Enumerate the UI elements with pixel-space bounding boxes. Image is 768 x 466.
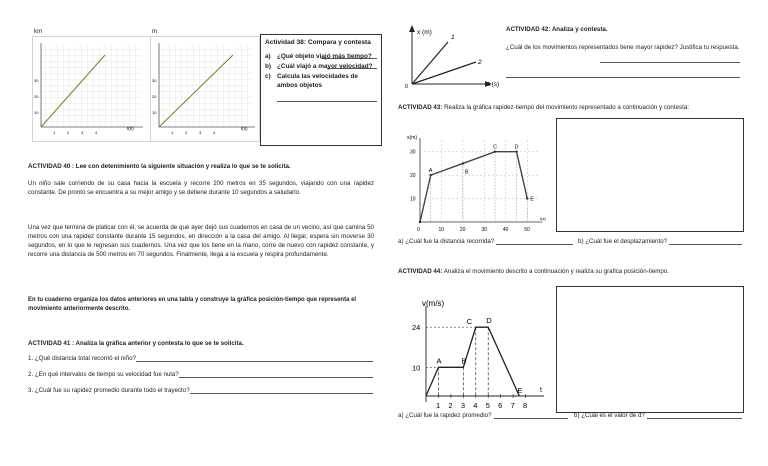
item-letter: b) (265, 62, 272, 70)
activity-44-instruction: Analiza el movimiento descrito a continuación y realiza su grafica posición-tiempo. (443, 268, 670, 275)
activity-43-chart (398, 130, 548, 238)
ytick-label: 10 (410, 196, 416, 203)
graph-km-ylabel: km (34, 28, 43, 35)
question-1-row (28, 355, 373, 364)
answer-line-42b[interactable] (506, 77, 740, 78)
ytick: 10 (34, 110, 39, 115)
xtick-label: 40 (502, 227, 509, 233)
point-label: D (486, 316, 492, 326)
xtick: 3 (81, 130, 84, 135)
answer-line-1[interactable] (136, 361, 373, 362)
answer-line-44b[interactable] (647, 418, 742, 419)
activity-40-instruction: En tu cuaderno organiza los datos anteriores en una tabla y construye la gráfica posición-tiempo que representa el movimiento anteriormente descrito. (28, 297, 357, 312)
item-letter: c) (265, 73, 271, 81)
question-2-row (28, 371, 373, 380)
xtick-label: 5 (485, 401, 490, 410)
ytick: 20 (34, 94, 39, 99)
xtick-label: 8 (523, 401, 528, 410)
ytick-label: 20 (410, 173, 416, 180)
y-axis-label: v(m/s) (422, 299, 445, 308)
xtick: 1 (171, 130, 174, 135)
point-label: D (514, 144, 519, 151)
activity-43-qa: a) ¿Cuál fue la distancia recorrida? (398, 238, 495, 245)
activity-43-answer-box[interactable] (556, 118, 744, 232)
ytick: 10 (152, 110, 157, 115)
activity-38-b: ¿Cuál viajó a mayor velocidad? (277, 62, 373, 70)
activity-44-chart (398, 292, 550, 414)
point-label: C (466, 317, 473, 327)
activity-38-c: Calcula las velocidades de ambos objetos (277, 73, 358, 90)
answer-line-43b[interactable] (669, 244, 742, 245)
activity-44-answer-box[interactable] (556, 286, 744, 413)
ytick-label: 24 (412, 323, 421, 333)
x-axis-label: t (s) (488, 81, 500, 88)
xtick-label: 50 (524, 227, 530, 233)
graph-m (151, 37, 259, 141)
ytick: 30 (34, 78, 39, 83)
xtick: 2 (185, 130, 188, 135)
point-label: C (493, 144, 498, 151)
answer-line-3[interactable] (190, 393, 373, 394)
answer-line-43a[interactable] (496, 244, 573, 245)
ytick: 20 (152, 94, 157, 99)
xtick-label: 30 (481, 227, 487, 233)
activity-40-p2: Una vez que termina de platicar con él, se acuerda de que ayer dejó sus cuadernos en casa de un vecino, así que camina 50 metros con una rapidez constante durante 15 segundos, en dirección a la casa del amigo. Al llegar, espera sin moverse 30 segundos, en lo que le regresan sus cuadernos. Una vez que los tiene en la mano, corre de nuevo con rapidez constante, y recorre una distancia de 500 metros en 70 segundos. Finalmente, llega a la escuela y respira profundamente. (28, 224, 374, 258)
activity-40-title: ACTIVIDAD 40 : Lee con detenimiento la siguiente situación y realiza lo que se te solicita. (28, 163, 291, 170)
activity-44-title: ACTIVIDAD 44: (398, 268, 443, 275)
point-label: B (461, 356, 467, 366)
activity-38-a: ¿Qué objeto viajó más tiempo? (277, 52, 372, 60)
x-axis-label: t (540, 387, 542, 394)
activity-43-instruction: Realiza la gráfica rapidez-tiempo del movimiento representado a continuación y contesta: (444, 104, 689, 111)
point-label: A (428, 168, 433, 175)
graph-km-panel (32, 36, 152, 142)
activity-43-qa-row (398, 238, 573, 247)
line-1-label: 1 (451, 34, 455, 41)
xtick: 4 (213, 130, 216, 135)
activity-40-p1: Un niño sale corriendo de su casa hacia la escuela y recorre 200 metros en 35 segundos, viajando con una rapidez constante. De pronto se encuentra a su mejor amigo y se detiene durante 10 segundos a saludarlo. (28, 180, 374, 196)
activity-42-title: ACTIVIDAD 42: Analiza y contesta. (506, 26, 608, 33)
question-3-row (28, 387, 373, 396)
xtick-label: 2 (448, 401, 453, 410)
ytick: 30 (152, 78, 157, 83)
point-label: E (517, 386, 523, 395)
activity-44-qa: a) ¿Cuál fue la rapidez promedio? (398, 412, 492, 419)
answer-line-c[interactable] (277, 101, 377, 102)
xtick-label: 7 (510, 401, 515, 410)
item-letter: a) (265, 52, 271, 60)
question-3: 3. ¿Cuál fue su rapidez promedio durante todo el trayecto? (28, 387, 190, 394)
question-2: 2. ¿En qué intervalos de tiempo su velocidad fue nula? (28, 371, 179, 378)
graph-m-ylabel: m (152, 28, 158, 35)
activity-44-qb-row (574, 412, 742, 421)
x-axis-label: t(s) (540, 216, 546, 221)
activity-43-text (398, 104, 743, 113)
activity-43-qb-row (578, 238, 742, 247)
activity-43-qb: b) ¿Cuál fue el desplazamiento? (578, 238, 668, 245)
ytick-label: 30 (410, 149, 416, 156)
activity-42-graph (402, 22, 502, 92)
xtick-label: 3 (460, 401, 466, 410)
xtick-label: 6 (498, 401, 503, 410)
point-label: A (436, 356, 442, 366)
xtick: 1 (53, 130, 56, 135)
xtick-label: 4 (473, 401, 478, 410)
point-label: E (530, 196, 534, 203)
y-axis-arrow (409, 25, 415, 32)
activity-44-qa-row (398, 412, 568, 421)
xtick: 4 (95, 130, 98, 135)
answer-line-2[interactable] (179, 377, 373, 378)
answer-line-44a[interactable] (494, 418, 568, 419)
activity-38-box (260, 34, 382, 146)
activity-44-qb: b) ¿Cuál es el valor de d? (574, 412, 645, 419)
activity-41-title: ACTIVIDAD 41 : Analiza la gráfica anterior y contesta lo que se te solicita. (28, 340, 244, 347)
point-label: B (464, 169, 469, 176)
xtick: 2 (67, 130, 70, 135)
ytick-label: 10 (412, 363, 421, 373)
data-point (419, 221, 421, 223)
xtick-label: 1 (435, 401, 441, 410)
series-line (420, 152, 527, 222)
answer-line-42a[interactable] (600, 62, 740, 63)
graph-m-panel (150, 36, 260, 142)
xtick: 3 (199, 130, 202, 135)
activity-38-title: Actividad 38: Compara y contesta (265, 39, 371, 46)
xtick-label: 10 (438, 227, 445, 233)
x-axis-label: t(s) (241, 126, 248, 131)
graph-km (33, 37, 151, 141)
origin-label: 0 (405, 84, 409, 90)
y-axis-label: x(m) (407, 135, 417, 141)
activity-43-title: ACTIVIDAD 43: (398, 104, 443, 111)
activity-44-text (398, 268, 743, 277)
y-axis-label: x (m) (417, 29, 432, 36)
xtick-label: 20 (459, 227, 466, 233)
line-2-label: 2 (478, 59, 482, 66)
activity-42-question: ¿Cuál de los movimientos representados tiene mayor rapidez? Justifica tu respuesta. (506, 44, 740, 51)
x-axis-label: t(h) (127, 126, 134, 131)
xtick-label: 0 (417, 227, 420, 233)
question-1: 1. ¿Qué distancia total recorrió el niño? (28, 355, 136, 362)
